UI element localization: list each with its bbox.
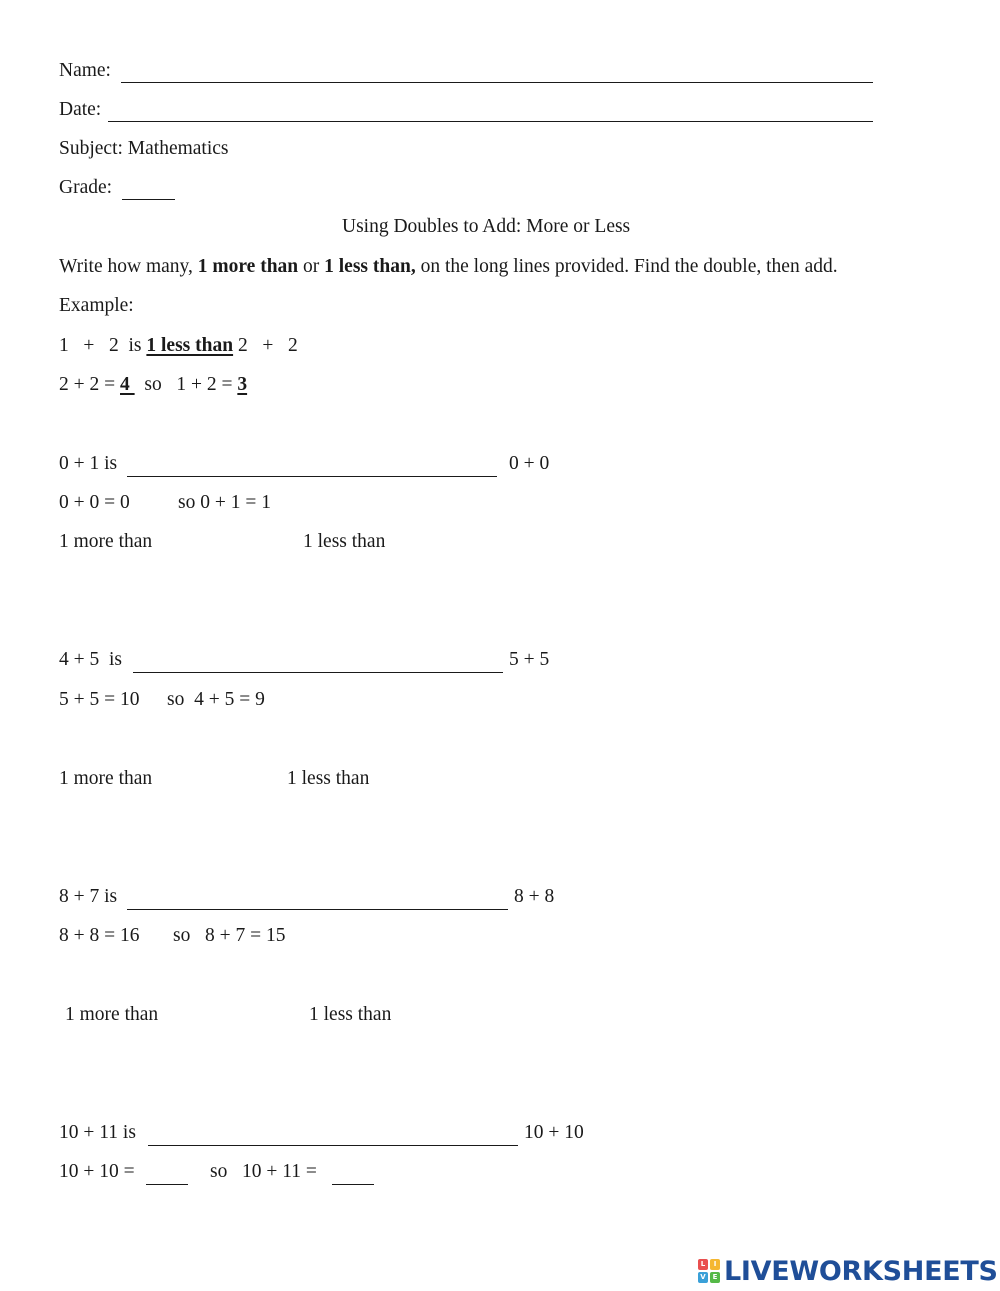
logo-mark-l: L (698, 1259, 708, 1270)
name-label: Name: (59, 60, 111, 81)
problem-3-left: 8 + 7 is (59, 886, 118, 907)
problem-1-option-less[interactable]: 1 less than (303, 531, 386, 552)
problem-2-option-less[interactable]: 1 less than (287, 768, 370, 789)
example-line2-mid: so 1 + 2 = (134, 374, 238, 395)
problem-3-sum: so 8 + 7 = 15 (173, 925, 286, 946)
date-label: Date: (59, 99, 102, 120)
problem-3-answer-line[interactable] (127, 909, 508, 910)
problem-4-right: 10 + 10 (524, 1122, 584, 1143)
problem-3-option-more[interactable]: 1 more than (65, 1004, 159, 1025)
logo-mark-i: I (710, 1259, 720, 1270)
problem-2-right: 5 + 5 (509, 649, 550, 670)
grade-label: Grade: (59, 177, 113, 198)
instructions-text-1: Write how many, (59, 256, 198, 277)
problem-2-left: 4 + 5 is (59, 649, 123, 670)
instructions-bold-more: 1 more than (197, 256, 299, 277)
logo-mark-e: E (710, 1272, 720, 1283)
logo-mark-v: V (698, 1272, 708, 1283)
example-line1-right: 2 + 2 (233, 335, 298, 356)
problem-4-left: 10 + 11 is (59, 1122, 136, 1143)
problem-4-double-blank[interactable] (146, 1184, 188, 1185)
date-field[interactable] (108, 121, 873, 122)
problem-4-sum-blank[interactable] (332, 1184, 374, 1185)
example-line1-left: 1 + 2 is (59, 335, 147, 356)
example-line-1 (59, 335, 298, 357)
example-line2-left: 2 + 2 = (59, 374, 120, 395)
logo-text: LIVEWORKSHEETS (724, 1255, 998, 1287)
problem-2-answer-line[interactable] (133, 672, 503, 673)
problem-1-double: 0 + 0 = 0 (59, 492, 130, 513)
problem-3-option-less[interactable]: 1 less than (309, 1004, 392, 1025)
problem-2-double: 5 + 5 = 10 (59, 689, 140, 710)
name-field[interactable] (121, 82, 873, 83)
problem-3-right: 8 + 8 (514, 886, 555, 907)
problem-2-sum: so 4 + 5 = 9 (167, 689, 265, 710)
grade-field[interactable] (122, 199, 175, 200)
example-line2-answer-1: 4 (120, 374, 135, 395)
example-line-2 (59, 374, 247, 396)
liveworksheets-logo (698, 1255, 998, 1287)
problem-2-option-more[interactable]: 1 more than (59, 768, 153, 789)
example-line2-answer-2: 3 (237, 374, 248, 395)
problem-1-right: 0 + 0 (509, 453, 550, 474)
logo-mark-icon (698, 1259, 720, 1283)
subject-text: Subject: Mathematics (59, 138, 229, 159)
example-line1-answer: 1 less than (146, 335, 234, 356)
problem-4-double: 10 + 10 = (59, 1161, 135, 1182)
instructions-bold-less: 1 less than, (324, 256, 416, 277)
problem-1-answer-line[interactable] (127, 476, 497, 477)
problem-3-double: 8 + 8 = 16 (59, 925, 140, 946)
instructions (59, 256, 838, 278)
instructions-text-2: or (298, 256, 325, 277)
problem-4-answer-line[interactable] (148, 1145, 518, 1146)
problem-1-sum: so 0 + 1 = 1 (178, 492, 271, 513)
problem-4-sum: so 10 + 11 = (210, 1161, 317, 1182)
problem-1-left: 0 + 1 is (59, 453, 118, 474)
instructions-text-3: on the long lines provided. Find the double, then add. (415, 256, 838, 277)
worksheet-title: Using Doubles to Add: More or Less (342, 216, 631, 237)
example-label: Example: (59, 295, 134, 316)
problem-1-option-more[interactable]: 1 more than (59, 531, 153, 552)
